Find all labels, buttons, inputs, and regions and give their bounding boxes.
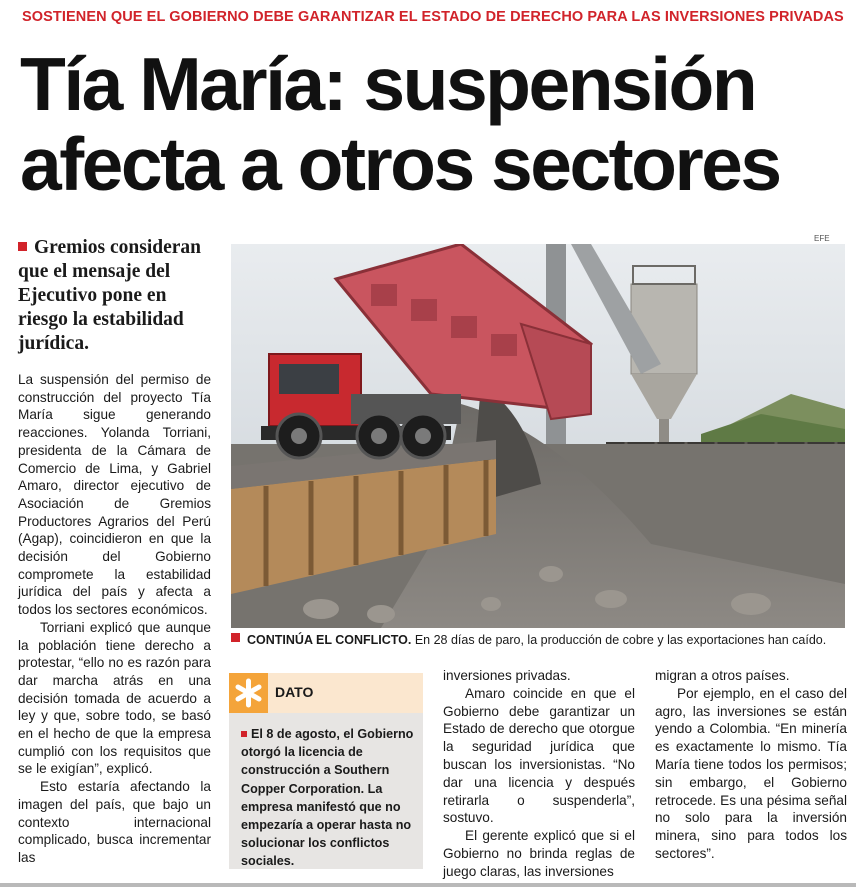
headline: Tía María: suspensión afecta a otros sectores	[20, 42, 780, 206]
bottom-divider	[0, 883, 856, 887]
red-square-bullet-icon	[18, 242, 27, 251]
body-paragraph: Por ejemplo, en el caso del agro, las inversiones se están yendo a Colombia. “En minería es exactamente lo mismo. Tía María tiene todos los permisos; sin embargo, el Gobierno retrocede. Es una pésima señal no solo para la inversión minera, sino para todos los sectores”.	[655, 685, 847, 861]
body-paragraph: migran a otros países.	[655, 668, 790, 683]
deck	[18, 236, 218, 356]
body-paragraph: El gerente explicó que si el Gobierno no brinda reglas de juego claras, las inversiones	[443, 828, 635, 879]
dato-description: el Gobierno otorgó la licencia de construcción a Southern Copper Corporation. La empresa manifestó que no empezaría a operar hasta no solucionar los conflictos sociales.	[241, 727, 414, 869]
red-square-bullet-icon	[241, 731, 247, 737]
caption-lead: CONTINÚA EL CONFLICTO.	[247, 633, 412, 647]
dato-date: El 8 de agosto,	[251, 727, 340, 741]
photo-credit: EFE	[814, 234, 830, 243]
asterisk-icon	[229, 673, 268, 713]
article-column-3	[443, 667, 635, 881]
caption-text: En 28 días de paro, la producción de cobre y las exportaciones han caído.	[411, 633, 827, 647]
news-photo	[231, 244, 845, 628]
body-paragraph: inversiones privadas.	[443, 668, 571, 683]
dato-title: DATO	[275, 684, 314, 700]
dato-text	[241, 725, 416, 871]
photo-caption	[231, 632, 851, 648]
article-body	[18, 371, 211, 867]
dump-truck-photo	[231, 244, 845, 628]
body-paragraph: La suspensión del permiso de construcción del proyecto Tía María sigue generando reacciones. Yolanda Torriani, presidenta de la Cámara de Comercio de Lima, y Gabriel Amaro, director ejecutivo de Asociación de Gremios Productores Agrarios del Perú (Agap), coincidieron en que la decisión del Gobierno compromete la estabilidad jurídica del país y afecta a todos los sectores económicos.	[18, 372, 211, 618]
deck-text: Gremios consideran que el mensaje del Ejecutivo pone en riesgo la estabilidad jurídica.	[18, 237, 202, 354]
body-paragraph: Torriani explicó que aunque la población tiene derecho a protestar, “ello no es razón para dar marcha atrás en una decisión tomada de acuerdo a ley y que, sobre todo, se basó en el hecho de que la empresa cumplió con los requisitos que se le exigían”, explicó.	[18, 619, 211, 777]
body-paragraph: Esto estaría afectando la imagen del país, que bajo un contexto internacional complicado, busca incrementar las	[18, 779, 211, 865]
dato-header	[229, 673, 423, 713]
dato-box	[229, 673, 423, 869]
red-square-bullet-icon	[231, 633, 240, 642]
article-column-4	[655, 667, 847, 863]
body-paragraph: Amaro coincide en que el Gobierno debe garantizar un Estado de derecho que otorgue la seguridad jurídica que buscan los inversionistas. “No dar una licencia y después retirarla o suspenderla”, sostuvo.	[443, 685, 635, 826]
kicker: SOSTIENEN QUE EL GOBIERNO DEBE GARANTIZAR EL ESTADO DE DERECHO PARA LAS INVERSIONES PRIVADAS	[22, 9, 844, 25]
